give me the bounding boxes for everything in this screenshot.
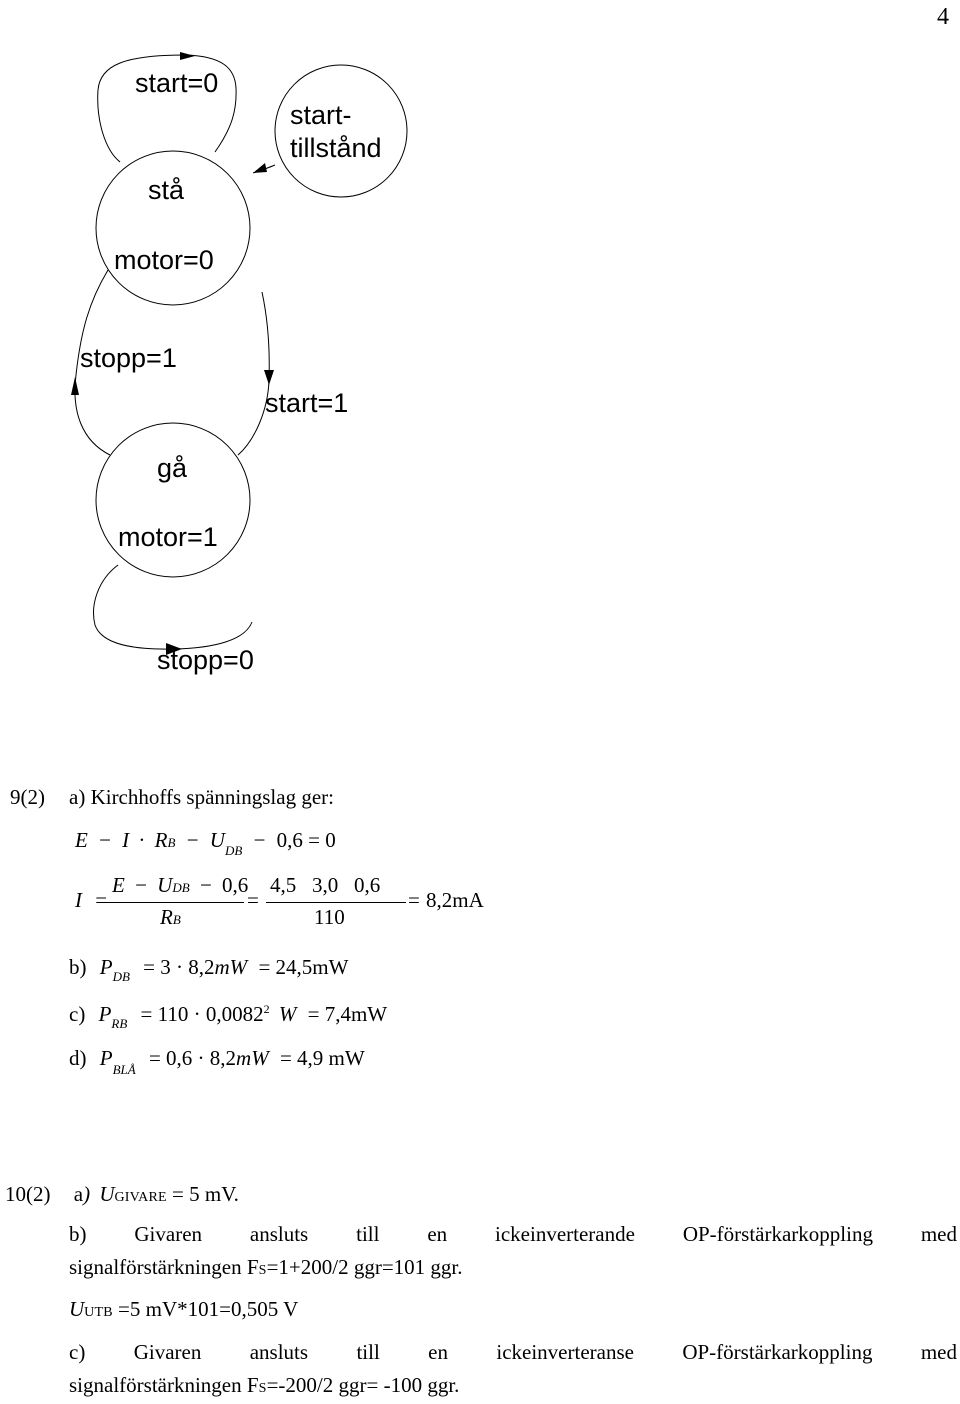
arrowhead-stopp1 <box>71 377 79 395</box>
equals-2: = <box>408 888 420 912</box>
transition-label-start1: start=1 <box>265 388 349 418</box>
current-num1: E − UDB − 0,6 <box>112 873 249 897</box>
state-circle-ga <box>96 423 250 577</box>
transition-start1-arc <box>238 292 269 455</box>
current-lhs: I = <box>75 888 108 912</box>
page-number: 4 <box>937 4 949 30</box>
problem10-b-line1: b) Givaren ansluts till en ickeinverterande OP-förstärkarkoppling med <box>69 1222 957 1246</box>
transition-label-stopp1: stopp=1 <box>80 343 177 373</box>
problem10-utb: UUTB =5 mV*101=0,505 V <box>69 1297 299 1321</box>
state-sta-label: stå <box>148 175 185 205</box>
problem10-b-line2: signalförstärkningen FS=1+200/2 ggr=101 ggr. <box>69 1255 463 1279</box>
transition-stopp0-arc <box>94 565 252 649</box>
state-ga-output: motor=1 <box>118 522 218 552</box>
state-start-line1: start- <box>290 100 352 130</box>
fraction-bar-2 <box>266 902 406 903</box>
problem10-a: 10(2) a) UGIVARE = 5 mV. <box>5 1182 239 1206</box>
problem9-b: b) $P_{DB} = 3 \cdot 8,2mW = 24,5mW$ <box>69 955 349 984</box>
problem9-number: 9(2) <box>10 785 45 809</box>
state-sta-output: motor=0 <box>114 245 214 275</box>
arrowhead-start0 <box>180 52 195 60</box>
current-den1: RB <box>160 905 181 929</box>
problem10-c-line1: c) Givaren ansluts till en ickeinverteranse OP-förstärkarkoppling med <box>69 1340 957 1364</box>
transition-label-start0: start=0 <box>135 68 219 98</box>
problem9-c: c) $P_{RB} = 110 \cdot 0,0082^2$ W = 7,4mW <box>69 1002 388 1031</box>
arrowhead-start1 <box>264 370 274 385</box>
current-num2: 4,5 3,0 0,6 <box>270 873 381 897</box>
arrowhead-init <box>253 163 267 173</box>
transition-label-stopp0: stopp=0 <box>157 645 254 675</box>
current-den2: 110 <box>314 905 345 929</box>
state-start-tillstand <box>290 99 382 165</box>
kvl-equation: E − I · RB − $U_{DB} - 0,6 = 0$ <box>75 828 336 858</box>
state-start-line2: tillstånd <box>290 133 382 163</box>
equals-1: = <box>247 888 259 912</box>
current-result: 8,2mA <box>426 888 484 912</box>
state-ga-label: gå <box>157 453 188 483</box>
problem9-a-intro: a) Kirchhoffs spänningslag ger: <box>69 785 334 809</box>
fraction-bar-1 <box>104 902 244 903</box>
problem10-c-line2: signalförstärkningen FS=-200/2 ggr= -100 ggr. <box>69 1373 460 1397</box>
problem9-d: d) $P_{BLÅ} = 0,6 \cdot 8,2mW = 4,9$ mW <box>69 1046 365 1077</box>
